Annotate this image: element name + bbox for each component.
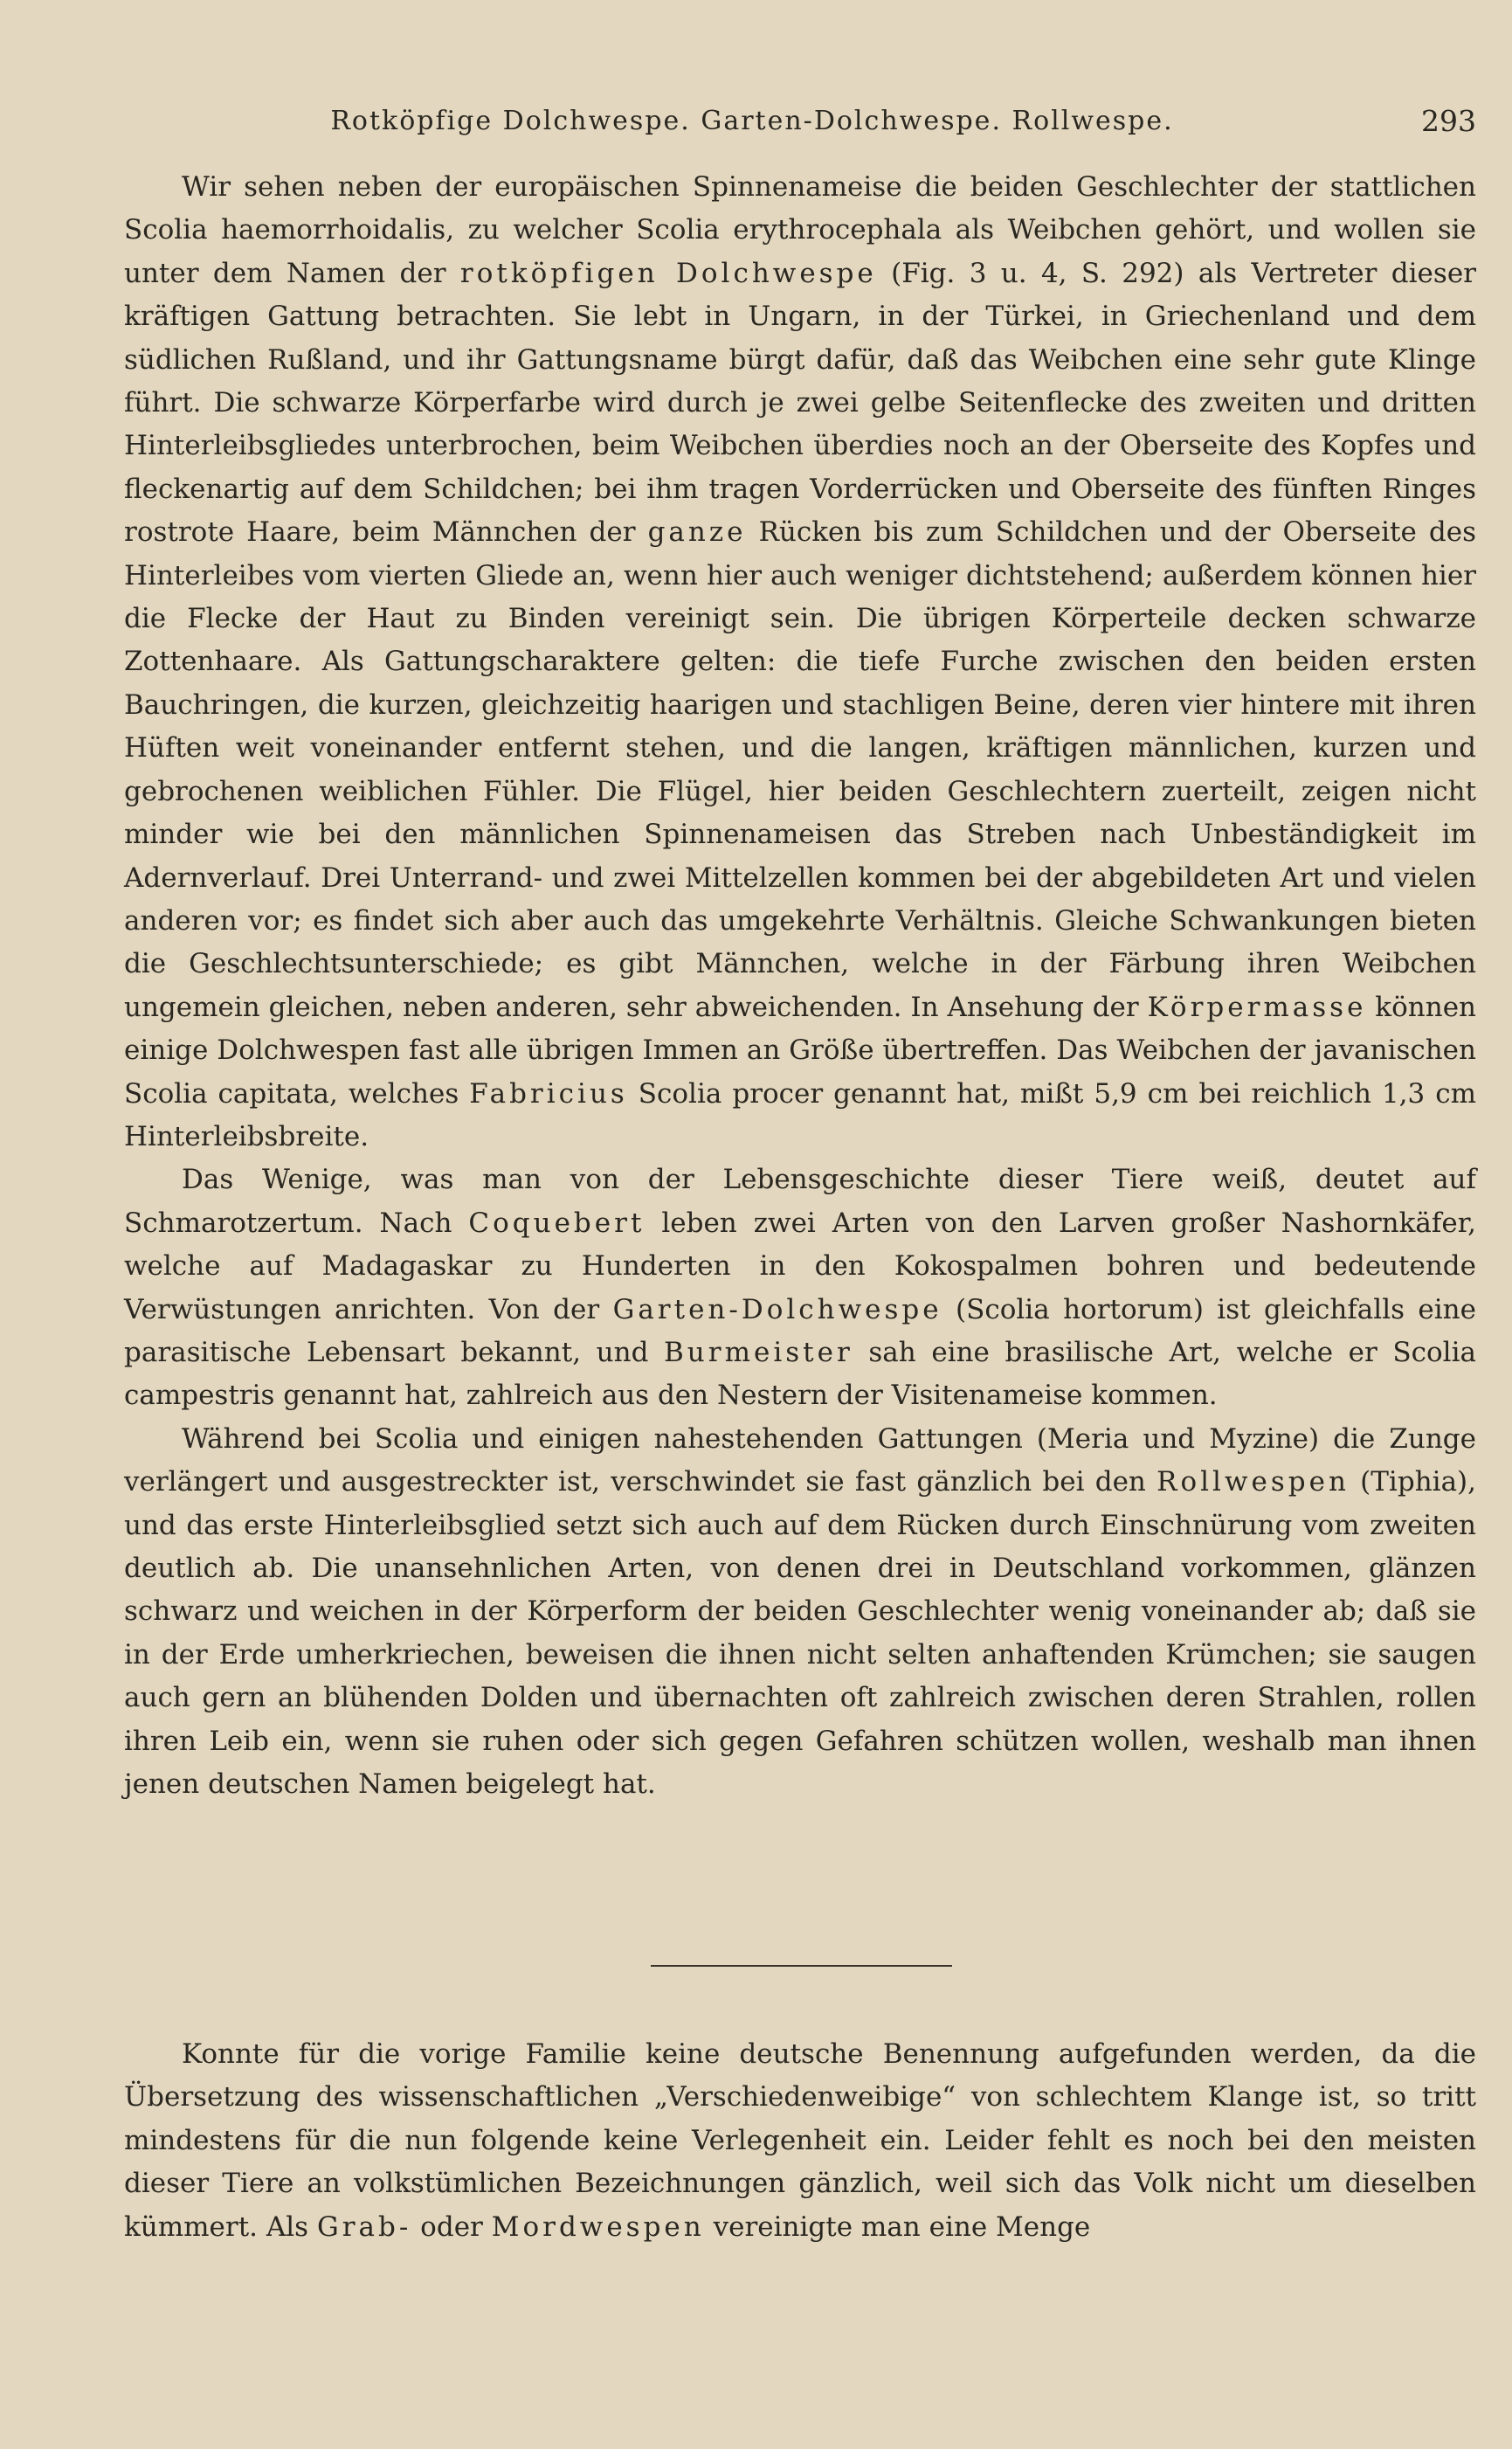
paragraph-lebensgeschichte: Das Wenige, was man von der Lebensgeschichte dieser Tiere weiß, deutet auf Schmarotzertum. Nach Coquebert leben zwei Arten von den Larven großer Nashornkäfer, welche auf Madagaskar zu Hunderten in den Kokospalmen bohren und bedeutende Verwüstungen anrichten. Von der Garten-Dolchwespe (Scolia hortorum) ist gleichfalls eine parasitische Lebensart bekannt, und Burmeister sah eine brasilische Art, welche er Scolia campestris genannt hat, zahlreich aus den Nestern der Visitenameise kommen. (124, 1164, 1476, 1412)
paragraph-rollwespen: Während bei Scolia und einigen nahestehenden Gattungen (Meria und Myzine) die Zunge verlängert und ausgestreckter ist, verschwindet sie fast gänzlich bei den Rollwespen (Tiphia), und das erste Hinterleibsglied setzt sich auch auf dem Rücken durch Einschnürung vom zweiten deutlich ab. Die unansehnlichen Arten, von denen drei in Deutschland vorkommen, glänzen schwarz und weichen in der Körperform der beiden Geschlechter wenig voneinander ab; daß sie in der Erde umherkriechen, beweisen die ihnen nicht selten anhaftenden Krümchen; sie saugen auch gern an blühenden Dolden und übernachten oft zahlreich zwischen deren Strahlen, rollen ihren Leib ein, wenn sie ruhen oder sich gegen Gefahren schützen wollen, weshalb man ihnen jenen deutschen Namen beigelegt hat. (124, 1422, 1476, 1801)
emphasis-rotkoepfige-dolchwespe: rotköpfigen Dolchwespe (459, 257, 877, 289)
emphasis-coquebert: Coquebert (468, 1207, 646, 1239)
emphasis-ganze: ganze (647, 516, 747, 549)
emphasis-mordwespen: Mordwespen (491, 2210, 705, 2243)
paragraph-scolia: Wir sehen neben der europäischen Spinnenameise die beiden Geschlechter der stattlichen Scolia haemorrhoidalis, zu welcher Scolia erythrocephala als Weibchen gehört, und wollen sie unter dem Namen der rotköpfigen Dolchwespe (Fig. 3 u. 4, S. 292) als Vertreter dieser kräftigen Gattung betrachten. Sie lebt in Ungarn, in der Türkei, in Griechenland und dem südlichen Rußland, und ihr Gattungsname bürgt dafür, daß das Weibchen eine sehr gute Klinge führt. Die schwarze Körperfarbe wird durch je zwei gelbe Seitenflecke des zweiten und dritten Hinterleibsgliedes unterbrochen, beim Weibchen überdies noch an der Oberseite des Kopfes und fleckenartig auf dem Schildchen; bei ihm tragen Vorderrücken und Oberseite des fünften Ringes rostrote Haare, beim Männchen der ganze Rücken bis zum Schildchen und der Oberseite des Hinterleibes vom vierten Gliede an, wenn hier auch weniger dichtstehend; außerdem können hier die Flecke der Haut zu Binden vereinigt sein. Die übrigen Körperteile decken schwarze Zottenhaare. Als Gattungscharaktere gelten: die tiefe Furche zwischen den beiden ersten Bauchringen, die kurzen, gleichzeitig haarigen und stachligen Beine, deren vier hintere mit ihren Hüften weit voneinander entfernt stehen, und die langen, kräftigen männlichen, kurzen und gebrochenen weiblichen Fühler. Die Flügel, hier beiden Geschlechtern zuerteilt, zeigen nicht minder wie bei den männlichen Spinnenameisen das Streben nach Unbeständigkeit im Adernverlauf. Drei Unterrand- und zwei Mittelzellen kommen bei der abgebildeten Art und vielen anderen vor; es findet sich aber auch das umgekehrte Verhältnis. Gleiche Schwankungen bieten die Geschlechtsunterschiede; es gibt Männchen, welche in der Färbung ihren Weibchen ungemein gleichen, neben anderen, sehr abweichenden. In Ansehung der Körpermasse können einige Dolchwespen fast alle übrigen Immen an Größe übertreffen. Das Weibchen der javanischen Scolia capitata, welches Fabricius Scolia procer genannt hat, mißt 5,9 cm bei reichlich 1,3 cm Hinterleibsbreite. (124, 171, 1477, 1152)
emphasis-fabricius: Fabricius (469, 1077, 628, 1110)
running-title: Rotköpfige Dolchwespe. Garten-Dolchwespe. Rollwespe. (330, 105, 1174, 136)
emphasis-koerpermasse: Körpermasse (1147, 991, 1367, 1023)
emphasis-burmeister: Burmeister (664, 1336, 853, 1368)
main-text (124, 166, 1476, 1806)
emphasis-garten-dolchwespe: Garten-Dolchwespe (612, 1293, 942, 1325)
page-number: 293 (1421, 103, 1476, 138)
paragraph-grabwespen: Konnte für die vorige Familie keine deutsche Benennung aufgefunden werden, da die Übersetzung des wissenschaftlichen „Verschiedenweibige“ von schlechtem Klange ist, so tritt mindestens für die nun folgende keine Verlegenheit ein. Leider fehlt es noch bei den meisten dieser Tiere an volkstümlichen Bezeichnungen gänzlich, weil sich das Volk nicht um dieselben kümmert. Als Grab- oder Mordwespen vereinigte man eine Menge (124, 2038, 1476, 2243)
page-header (124, 94, 1476, 147)
emphasis-grab: Grab- (316, 2210, 412, 2243)
after-divider-text (124, 2033, 1476, 2249)
section-divider (651, 1965, 952, 1967)
emphasis-rollwespen: Rollwespen (1156, 1466, 1350, 1498)
